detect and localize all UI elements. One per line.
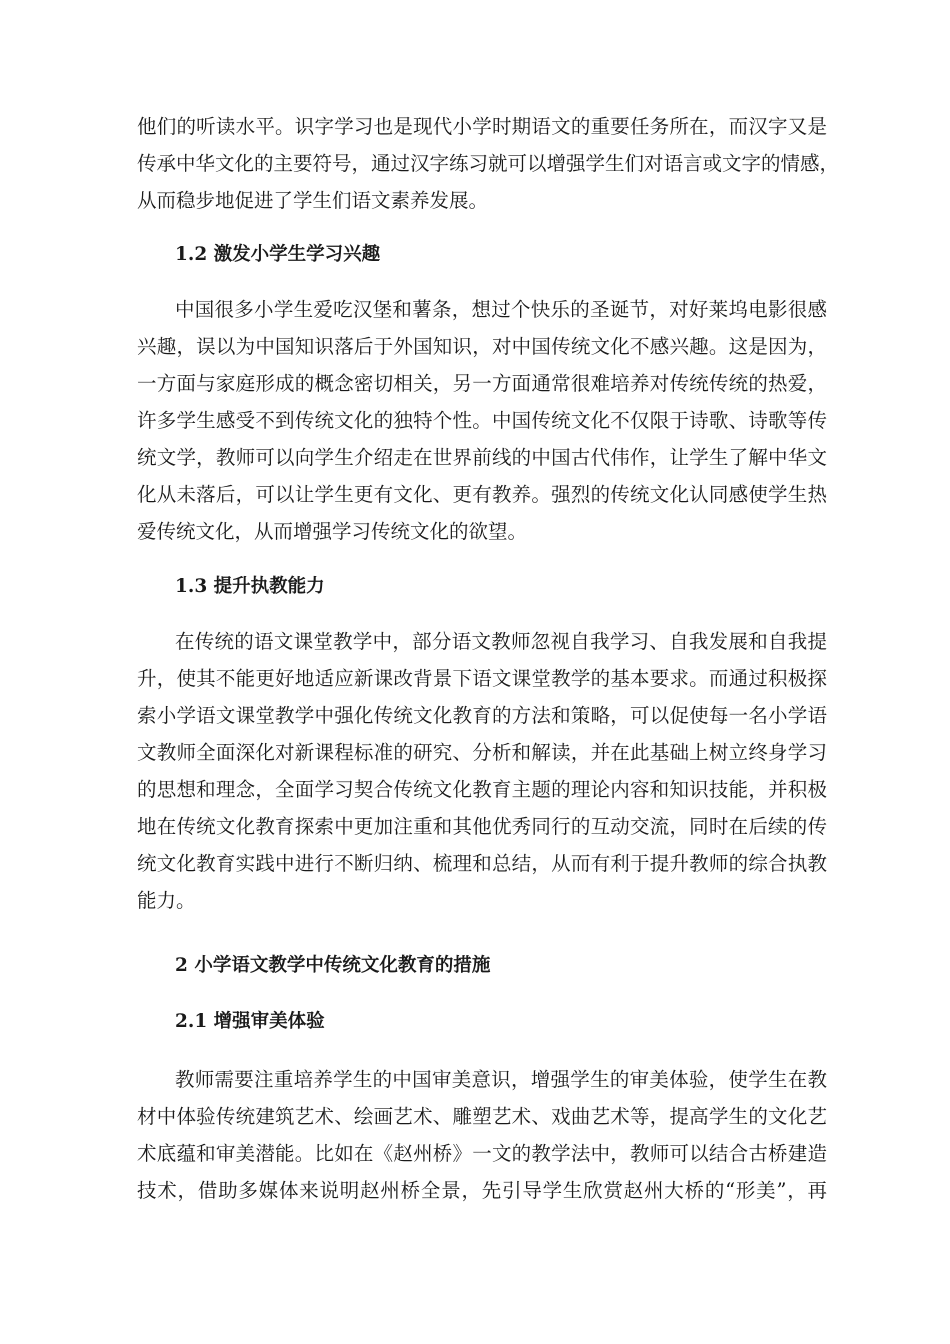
paragraph-line: 爱传统文化，从而增强学习传统文化的欲望。 bbox=[137, 520, 528, 543]
paragraph-line: 统文化教育实践中进行不断归纳、梳理和总结，从而有利于提升教师的综合执教 bbox=[137, 852, 827, 875]
paragraph-line: 他们的听读水平。识字学习也是现代小学时期语文的重要任务所在，而汉字又是 bbox=[137, 115, 827, 138]
paragraph-line: 的思想和理念，全面学习契合传统文化教育主题的理论内容和知识技能，并积极 bbox=[137, 778, 827, 801]
paragraph-line: 兴趣，误以为中国知识落后于外国知识，对中国传统文化不感兴趣。这是因为， bbox=[137, 335, 827, 358]
section-heading-2-1: 2.1 增强审美体验 bbox=[175, 1011, 325, 1032]
paragraph-line: 传承中华文化的主要符号，通过汉字练习就可以增强学生们对语言或文字的情感， bbox=[137, 152, 840, 175]
paragraph-line: 索小学语文课堂教学中强化传统文化教育的方法和策略，可以促使每一名小学语 bbox=[137, 704, 827, 727]
paragraph-line: 能力。 bbox=[137, 889, 196, 912]
paragraph-line: 化从未落后，可以让学生更有文化、更有教养。强烈的传统文化认同感使学生热 bbox=[137, 483, 827, 506]
paragraph-line: 升，使其不能更好地适应新课改背景下语文课堂教学的基本要求。而通过积极探 bbox=[137, 667, 827, 690]
section-heading-1-2: 1.2 激发小学生学习兴趣 bbox=[175, 244, 381, 265]
paragraph-line: 中国很多小学生爱吃汉堡和薯条，想过个快乐的圣诞节，对好莱坞电影很感 bbox=[175, 298, 827, 321]
section-heading-2: 2 小学语文教学中传统文化教育的措施 bbox=[175, 955, 491, 976]
paragraph-line: 材中体验传统建筑艺术、绘画艺术、雕塑艺术、戏曲艺术等，提高学生的文化艺 bbox=[137, 1105, 827, 1128]
paragraph-line: 文教师全面深化对新课程标准的研究、分析和解读，并在此基础上树立终身学习 bbox=[137, 741, 827, 764]
paragraph-line: 从而稳步地促进了学生们语文素养发展。 bbox=[137, 189, 489, 212]
paragraph-line: 术底蕴和审美潜能。比如在《赵州桥》一文的教学法中，教师可以结合古桥建造 bbox=[137, 1142, 827, 1165]
section-heading-1-3: 1.3 提升执教能力 bbox=[175, 576, 325, 597]
paragraph-line: 教师需要注重培养学生的中国审美意识，增强学生的审美体验，使学生在教 bbox=[175, 1068, 827, 1091]
paragraph-line: 统文学，教师可以向学生介绍走在世界前线的中国古代伟作，让学生了解中华文 bbox=[137, 446, 827, 469]
paragraph-line: 一方面与家庭形成的概念密切相关，另一方面通常很难培养对传统传统的热爱， bbox=[137, 372, 827, 395]
paragraph-line: 技术，借助多媒体来说明赵州桥全景，先引导学生欣赏赵州大桥的“形美”，再 bbox=[137, 1179, 827, 1202]
paragraph-line: 许多学生感受不到传统文化的独特个性。中国传统文化不仅限于诗歌、诗歌等传 bbox=[137, 409, 827, 432]
paragraph-line: 地在传统文化教育探索中更加注重和其他优秀同行的互动交流，同时在后续的传 bbox=[137, 815, 827, 838]
paragraph-line: 在传统的语文课堂教学中，部分语文教师忽视自我学习、自我发展和自我提 bbox=[175, 630, 827, 653]
